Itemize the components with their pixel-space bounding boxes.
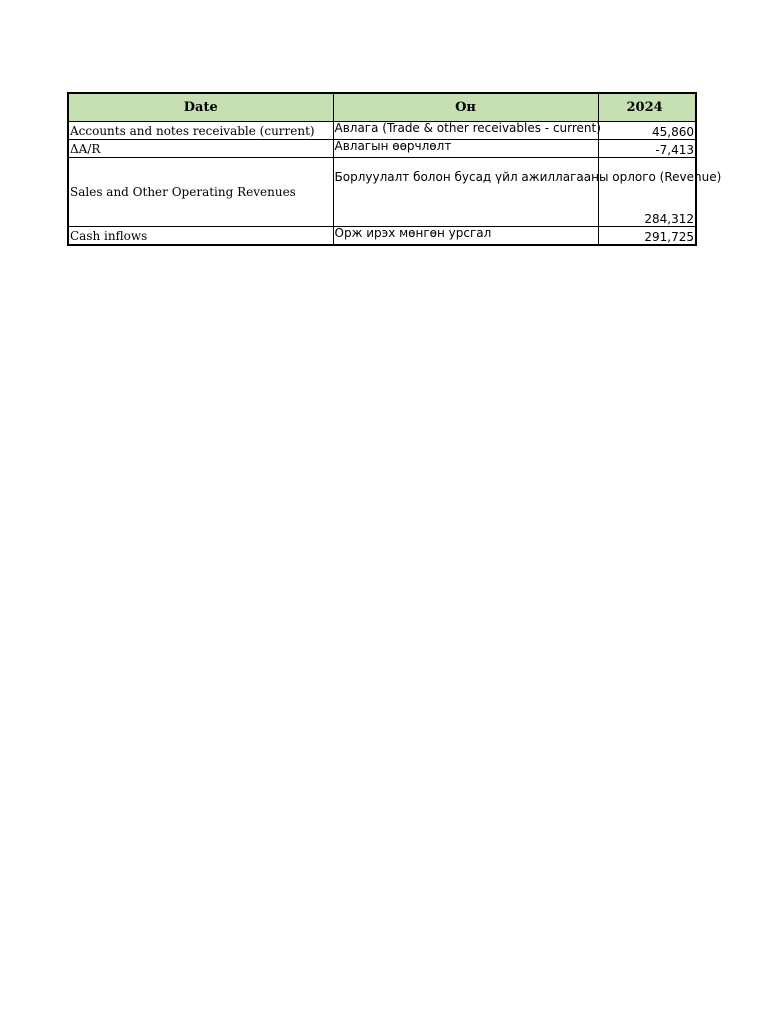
header-row — [68, 93, 696, 122]
cell-label-mn[interactable]: Авлага (Trade & other receivables - current) — [333, 122, 598, 140]
cell-label-mn[interactable]: Авлагын өөрчлөлт — [333, 140, 598, 158]
cell-label-en[interactable]: ΔA/R — [68, 140, 333, 158]
spreadsheet-table — [67, 92, 722, 246]
table-row — [68, 158, 696, 227]
cell-label-mn[interactable]: Орж ирэх мөнгөн урсгал — [333, 227, 598, 246]
table-row — [68, 140, 696, 158]
cell-label-en[interactable]: Cash inflows — [68, 227, 333, 246]
header-cell-date[interactable]: Date — [68, 93, 333, 122]
table-row — [68, 122, 696, 140]
cell-value-2024[interactable]: 45,860 — [598, 122, 696, 140]
cell-label-mn[interactable]: Борлуулалт болон бусад үйл ажиллагааны орлого (Revenue) — [333, 158, 598, 227]
cell-label-en[interactable]: Accounts and notes receivable (current) — [68, 122, 333, 140]
cell-value-2024[interactable]: -7,413 — [598, 140, 696, 158]
cell-value-2024[interactable]: 291,725 — [598, 227, 696, 246]
header-cell-2024[interactable]: 2024 — [598, 93, 696, 122]
table-row — [68, 227, 696, 246]
cell-value-2024[interactable]: 284,312 — [598, 158, 696, 227]
header-cell-on[interactable]: Он — [333, 93, 598, 122]
cell-label-en[interactable]: Sales and Other Operating Revenues — [68, 158, 333, 227]
